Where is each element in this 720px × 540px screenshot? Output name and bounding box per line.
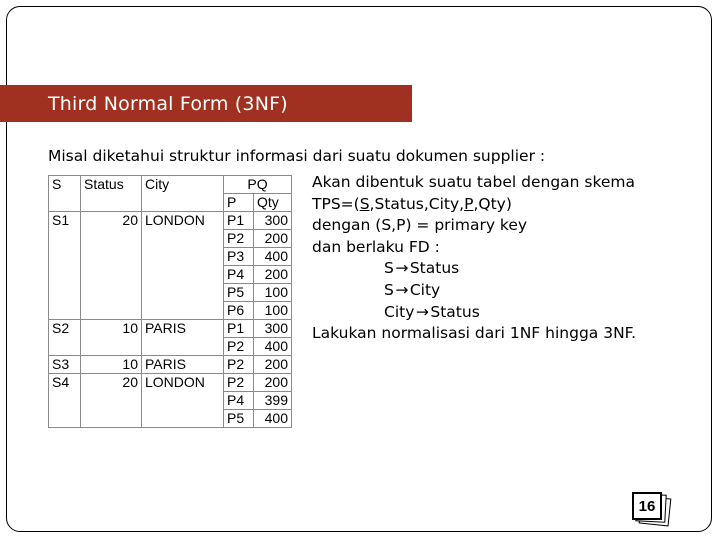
- cell-s: [49, 266, 81, 284]
- cell-city: [142, 302, 224, 320]
- cell-status: [81, 338, 142, 356]
- cell-s: [49, 410, 81, 428]
- supplier-table: [48, 175, 292, 428]
- cell-city: LONDON: [142, 212, 224, 230]
- table-row: [49, 302, 292, 320]
- tps-schema: TPS=(S,Status,City,P,Qty): [312, 194, 512, 213]
- cell-s: [49, 392, 81, 410]
- slide-title: Third Normal Form (3NF): [48, 92, 288, 115]
- header-qty: Qty: [254, 194, 292, 212]
- cell-qty: 100: [254, 302, 292, 320]
- cell-s: S1: [49, 212, 81, 230]
- cell-city: [142, 248, 224, 266]
- cell-s: [49, 248, 81, 266]
- cell-city: PARIS: [142, 356, 224, 374]
- cell-status: 20: [81, 374, 142, 392]
- header-pq: PQ: [224, 176, 292, 194]
- table-row: [49, 338, 292, 356]
- header-blank: [142, 194, 224, 212]
- intro-text: Misal diketahui struktur informasi dari suatu dokumen supplier :: [48, 147, 546, 165]
- cell-city: [142, 266, 224, 284]
- header-city: City: [142, 176, 224, 194]
- primary-key-line: dengan (S,P) = primary key: [312, 216, 528, 235]
- table-row: [49, 356, 292, 374]
- arrow-right-icon: →: [395, 259, 409, 278]
- cell-status: [81, 266, 142, 284]
- arrow-right-icon: →: [395, 280, 409, 299]
- cell-s: [49, 338, 81, 356]
- table-row: [49, 248, 292, 266]
- title-bar: [0, 85, 412, 122]
- cell-status: [81, 284, 142, 302]
- cell-qty: 200: [254, 356, 292, 374]
- cell-s: S2: [49, 320, 81, 338]
- cell-qty: 400: [254, 338, 292, 356]
- cell-p: P4: [224, 266, 254, 284]
- fd-3: City→Status: [312, 302, 636, 324]
- table-row: [49, 410, 292, 428]
- right-text-block: [312, 172, 636, 345]
- cell-p: P4: [224, 392, 254, 410]
- cell-qty: 399: [254, 392, 292, 410]
- cell-status: [81, 248, 142, 266]
- cell-p: P3: [224, 248, 254, 266]
- cell-city: [142, 284, 224, 302]
- cell-p: P2: [224, 338, 254, 356]
- cell-qty: 400: [254, 410, 292, 428]
- cell-status: [81, 302, 142, 320]
- table-row: [49, 212, 292, 230]
- table-row: [49, 284, 292, 302]
- cell-p: P2: [224, 374, 254, 392]
- cell-status: [81, 410, 142, 428]
- cell-qty: 200: [254, 374, 292, 392]
- cell-status: [81, 230, 142, 248]
- cell-s: [49, 284, 81, 302]
- cell-qty: 300: [254, 212, 292, 230]
- cell-status: 10: [81, 356, 142, 374]
- cell-s: S4: [49, 374, 81, 392]
- cell-p: P5: [224, 410, 254, 428]
- cell-qty: 400: [254, 248, 292, 266]
- cell-qty: 300: [254, 320, 292, 338]
- header-s: S: [49, 176, 81, 194]
- cell-p: P2: [224, 356, 254, 374]
- cell-city: [142, 338, 224, 356]
- fd-2: S→City: [312, 280, 636, 302]
- schema-intro: Akan dibentuk suatu tabel dengan skema: [312, 173, 636, 191]
- header-blank: [81, 194, 142, 212]
- fd-intro: dan berlaku FD :: [312, 237, 440, 256]
- cell-qty: 100: [254, 284, 292, 302]
- table-row: [49, 266, 292, 284]
- cell-status: 10: [81, 320, 142, 338]
- cell-status: [81, 392, 142, 410]
- cell-city: [142, 410, 224, 428]
- arrow-right-icon: →: [415, 302, 429, 321]
- header-status: Status: [81, 176, 142, 194]
- table-row: [49, 392, 292, 410]
- normalization-task: Lakukan normalisasi dari 1NF hingga 3NF.: [312, 324, 637, 343]
- table-header-row: [49, 194, 292, 212]
- cell-city: [142, 230, 224, 248]
- table-header-row: [49, 176, 292, 194]
- table-row: [49, 374, 292, 392]
- header-blank: [49, 194, 81, 212]
- cell-city: LONDON: [142, 374, 224, 392]
- cell-qty: 200: [254, 266, 292, 284]
- cell-p: P1: [224, 320, 254, 338]
- cell-p: P2: [224, 230, 254, 248]
- cell-p: P6: [224, 302, 254, 320]
- cell-city: PARIS: [142, 320, 224, 338]
- page-number: 16: [632, 492, 662, 520]
- cell-s: [49, 302, 81, 320]
- header-p: P: [224, 194, 254, 212]
- cell-p: P5: [224, 284, 254, 302]
- cell-s: [49, 230, 81, 248]
- cell-qty: 200: [254, 230, 292, 248]
- cell-status: 20: [81, 212, 142, 230]
- cell-city: [142, 392, 224, 410]
- cell-s: S3: [49, 356, 81, 374]
- table-row: [49, 230, 292, 248]
- cell-p: P1: [224, 212, 254, 230]
- fd-1: S→Status: [312, 258, 636, 280]
- table-row: [49, 320, 292, 338]
